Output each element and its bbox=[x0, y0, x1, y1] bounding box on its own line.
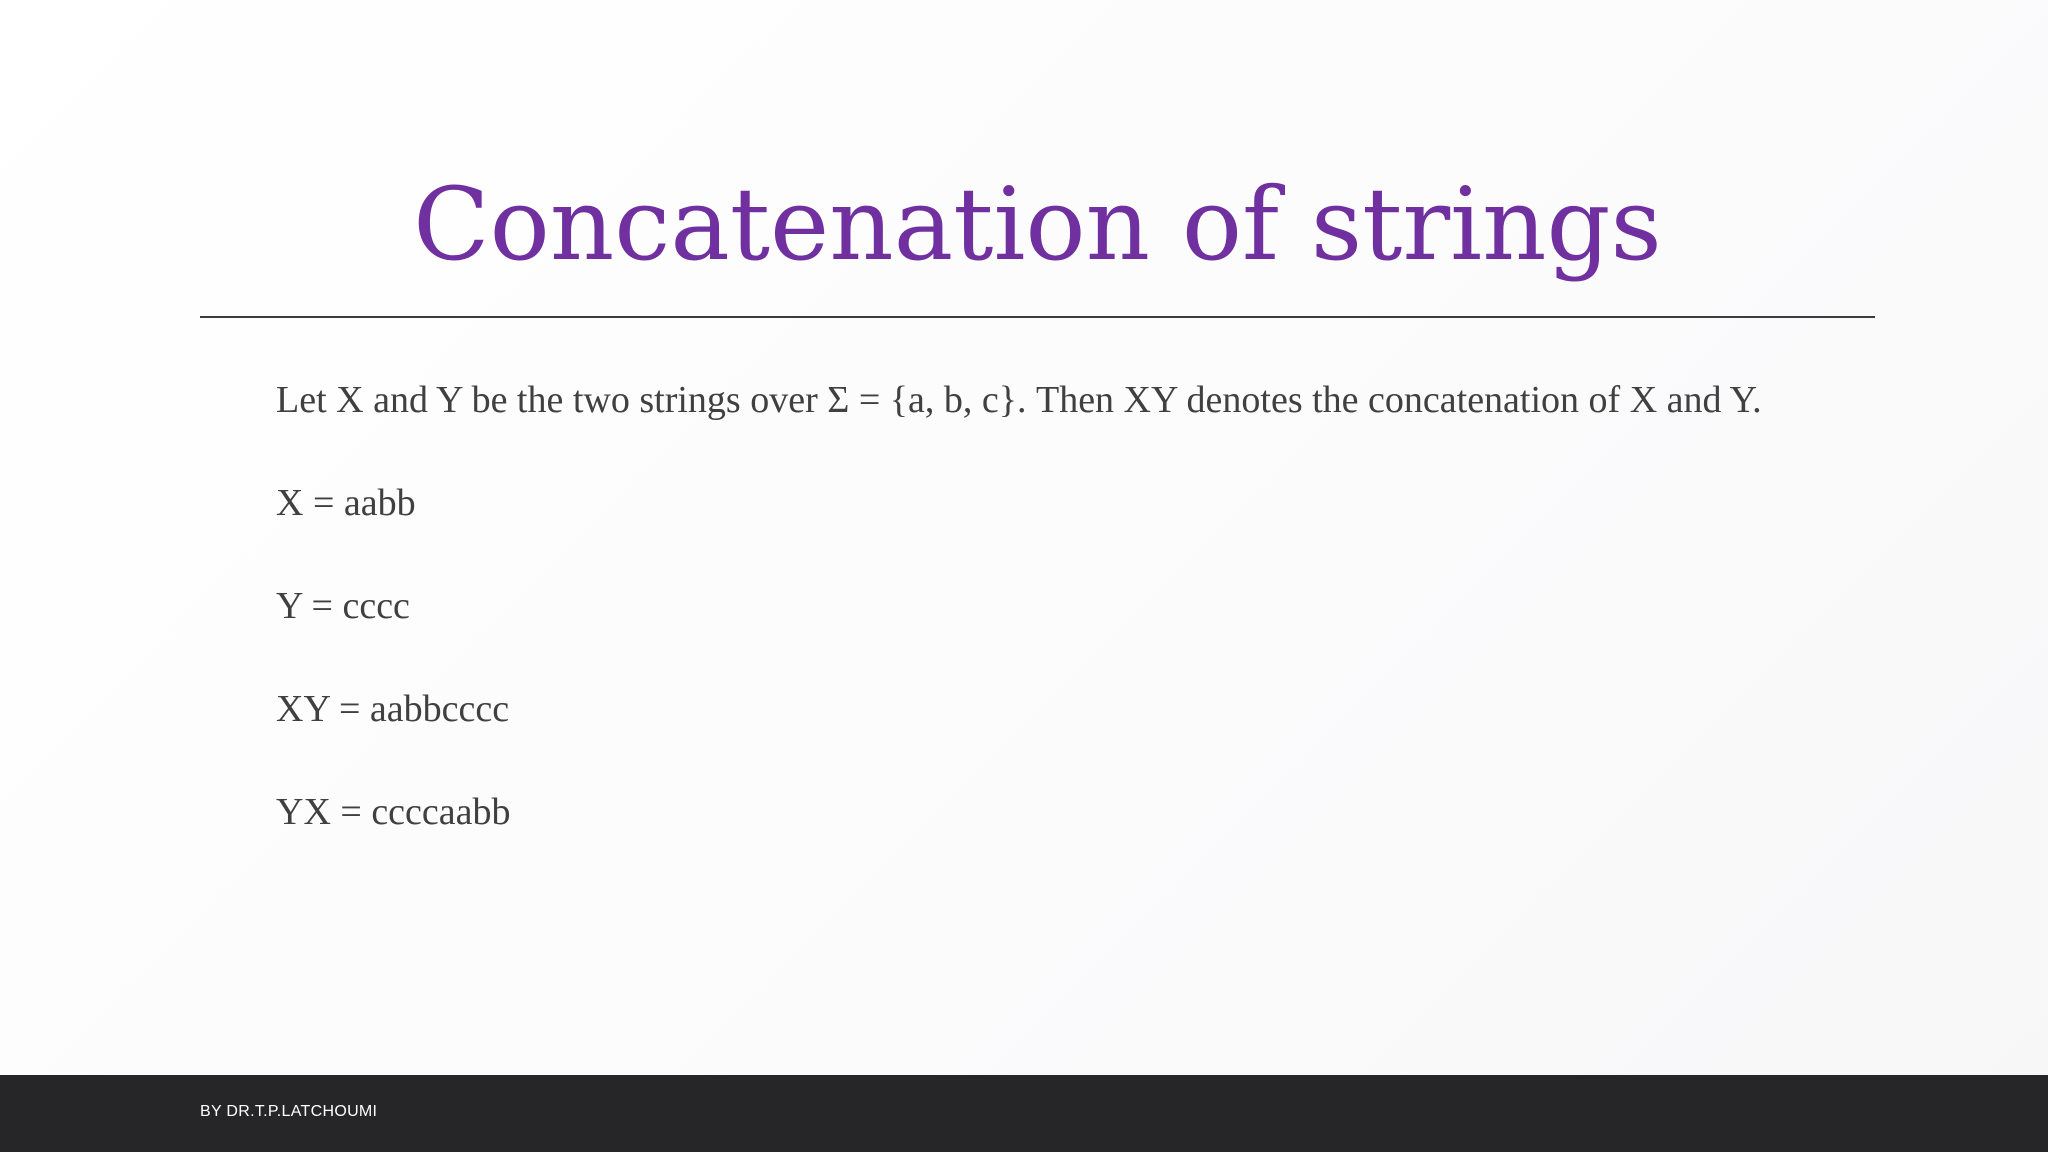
slide-body bbox=[276, 375, 1876, 890]
body-line-x: X = aabb bbox=[276, 482, 416, 524]
body-line-intro: Let X and Y be the two strings over Σ = {a, b, c}. Then XY denotes the concatenation of X and Y. bbox=[276, 379, 1762, 421]
slide-title: Concatenation of strings bbox=[413, 166, 1662, 283]
footer-author: BY DR.T.P.LATCHOUMI bbox=[200, 1103, 378, 1120]
title-divider bbox=[200, 316, 1875, 318]
footer-bar bbox=[0, 1075, 2048, 1152]
body-line-xy: XY = aabbcccc bbox=[276, 688, 510, 730]
body-line-yx: YX = ccccaabb bbox=[276, 791, 511, 833]
body-line-y: Y = cccc bbox=[276, 585, 410, 627]
